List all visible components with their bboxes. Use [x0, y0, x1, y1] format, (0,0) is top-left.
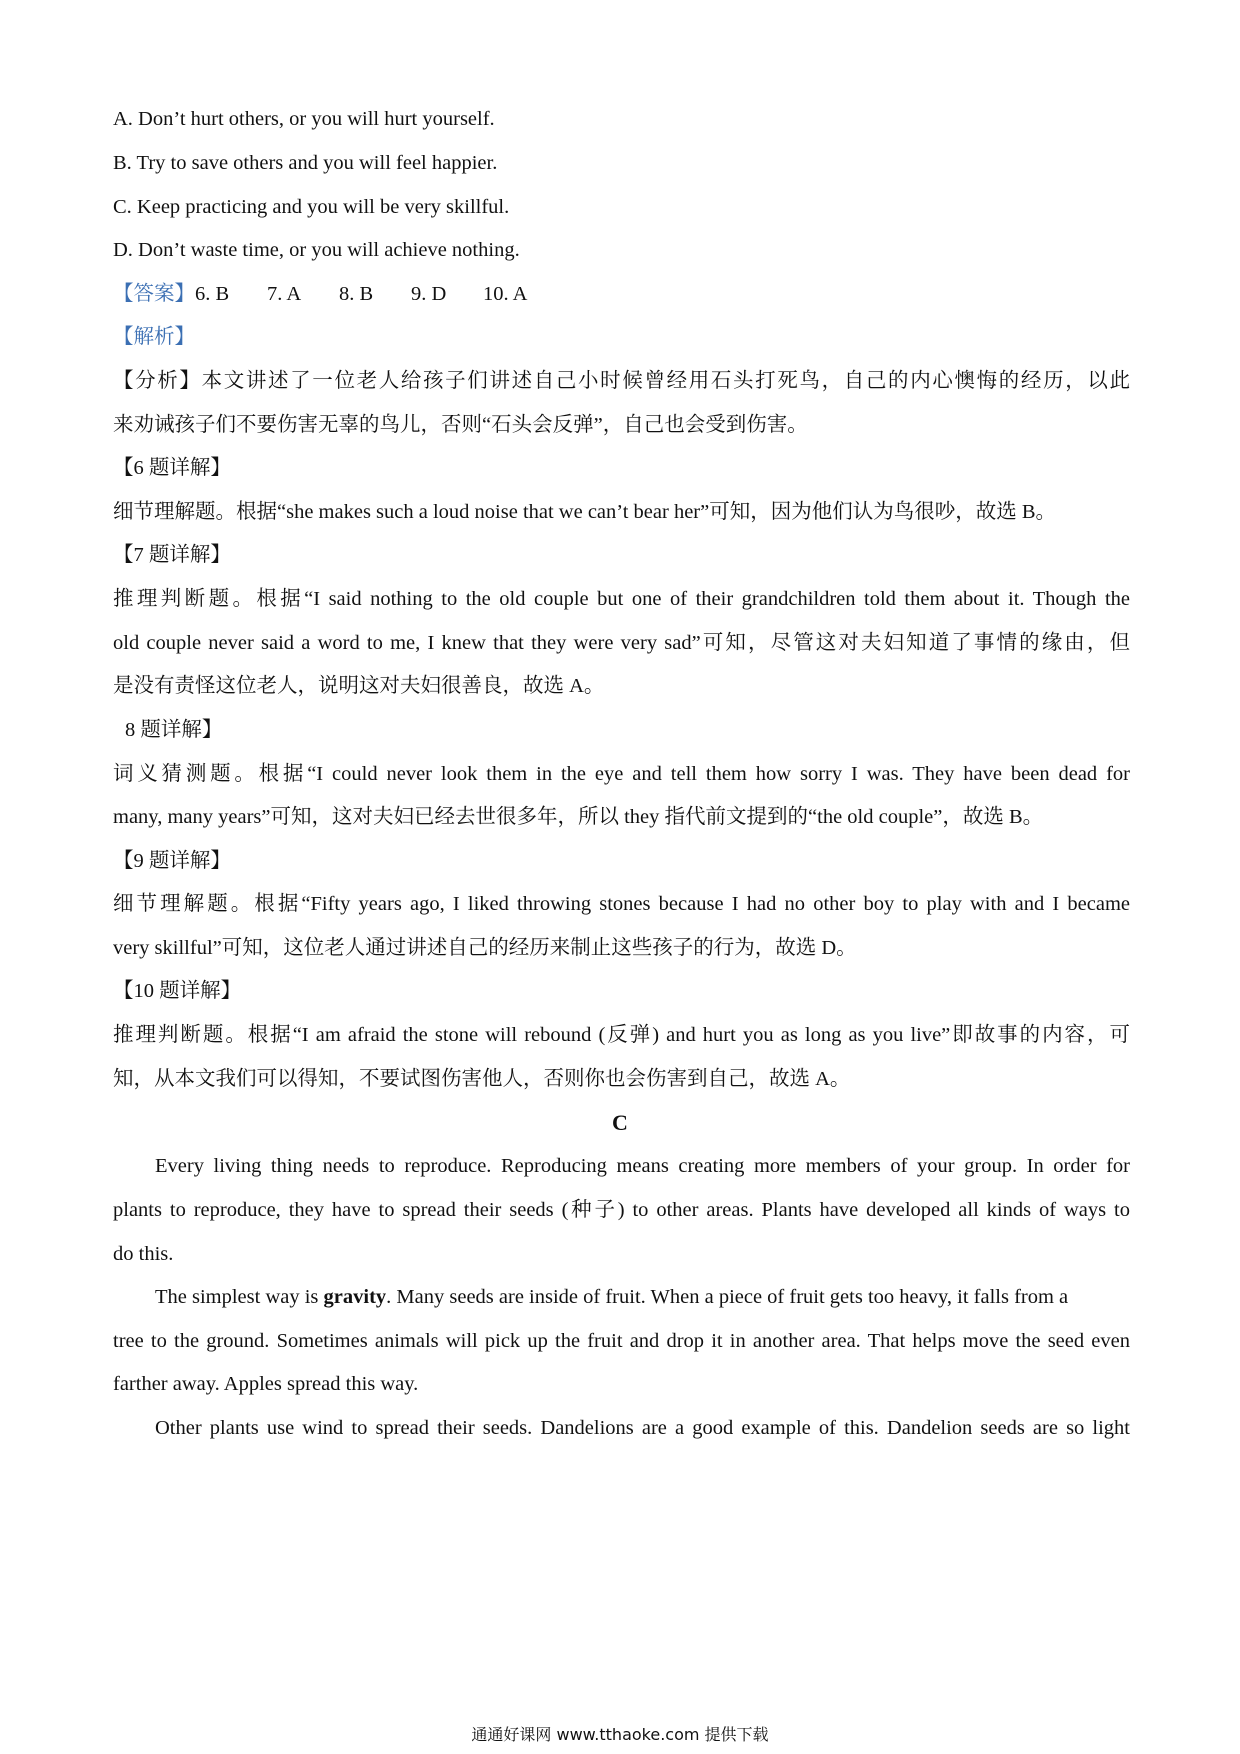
q7-explanation: 推理判断题。根据“I said nothing to the old couple but one of their grandchildren told them about it. Though the [113, 588, 1130, 610]
q7-explanation: 是没有责怪这位老人，说明这对夫妇很善良，故选 A。 [113, 675, 605, 697]
passage-text: The simplest way is [155, 1286, 324, 1308]
passage-line [155, 1284, 1068, 1310]
answer-item: 9. D [411, 283, 447, 305]
answer-item: 10. A [483, 283, 528, 305]
passage-line: Every living thing needs to reproduce. Reproducing means creating more members of your group. In order for [155, 1155, 1130, 1177]
q8-explanation: many, many years”可知，这对夫妇已经去世很多年，所以 they 指代前文提到的“the old couple”，故选 B。 [113, 806, 1044, 828]
answer-label: 【答案】 [113, 283, 195, 305]
analysis-label: 【解析】 [113, 326, 195, 348]
q9-explanation: very skillful”可知，这位老人通过讲述自己的经历来制止这些孩子的行为，故选 D。 [113, 937, 857, 959]
passage-line: farther away. Apples spread this way. [113, 1373, 419, 1395]
answer-item: 6. B [195, 283, 230, 305]
option-c: C. Keep practicing and you will be very skillful. [113, 196, 510, 218]
q9-heading: 【9 题详解】 [113, 850, 231, 872]
summary-line: 来劝诫孩子们不要伤害无辜的鸟儿，否则“石头会反弹”，自己也会受到伤害。 [113, 414, 808, 436]
q7-explanation: old couple never said a word to me, I knew that they were very sad”可知，尽管这对夫妇知道了事情的缘由，但 [113, 632, 1130, 654]
option-a: A. Don’t hurt others, or you will hurt yourself. [113, 108, 495, 130]
q7-heading: 【7 题详解】 [113, 544, 231, 566]
q8-heading: 8 题详解】 [125, 719, 223, 741]
passage-line: tree to the ground. Sometimes animals will pick up the fruit and drop it in another area. That helps move the seed even [113, 1330, 1130, 1352]
option-b: B. Try to save others and you will feel happier. [113, 152, 498, 174]
q6-heading: 【6 题详解】 [113, 457, 231, 479]
q8-explanation: 词义猜测题。根据“I could never look them in the eye and tell them how sorry I was. They have been dead for [113, 763, 1130, 785]
q9-explanation: 细节理解题。根据“Fifty years ago, I liked throwing stones because I had no other boy to play with and I became [113, 893, 1130, 915]
answer-item: 7. A [267, 283, 302, 305]
option-d: D. Don’t waste time, or you will achieve nothing. [113, 239, 520, 261]
q10-heading: 【10 题详解】 [113, 980, 242, 1002]
passage-line: Other plants use wind to spread their seeds. Dandelions are a good example of this. Dandelion seeds are so light [155, 1417, 1130, 1439]
section-title: C [612, 1110, 628, 1135]
answer-item: 8. B [339, 283, 374, 305]
page-footer: 通通好课网 www.tthaoke.com 提供下载 [471, 1725, 769, 1744]
passage-line: do this. [113, 1243, 174, 1265]
passage-text: . Many seeds are inside of fruit. When a piece of fruit gets too heavy, it falls from a [386, 1286, 1069, 1308]
passage-line: plants to reproduce, they have to spread their seeds (种子) to other areas. Plants have developed all kinds of ways to [113, 1199, 1130, 1221]
keyword-gravity: gravity [323, 1286, 387, 1308]
q10-explanation: 知，从本文我们可以得知，不要试图伤害他人，否则你也会伤害到自己，故选 A。 [113, 1068, 851, 1090]
q10-explanation: 推理判断题。根据“I am afraid the stone will rebound (反弹) and hurt you as long as you live”即故事的内容，可 [113, 1024, 1130, 1046]
summary-line: 【分析】本文讲述了一位老人给孩子们讲述自己小时候曾经用石头打死鸟，自己的内心懊悔的经历，以此 [113, 370, 1130, 392]
answer-line [113, 281, 1130, 307]
q6-explanation: 细节理解题。根据“she makes such a loud noise that we can’t bear her”可知，因为他们认为鸟很吵，故选 B。 [113, 501, 1057, 523]
